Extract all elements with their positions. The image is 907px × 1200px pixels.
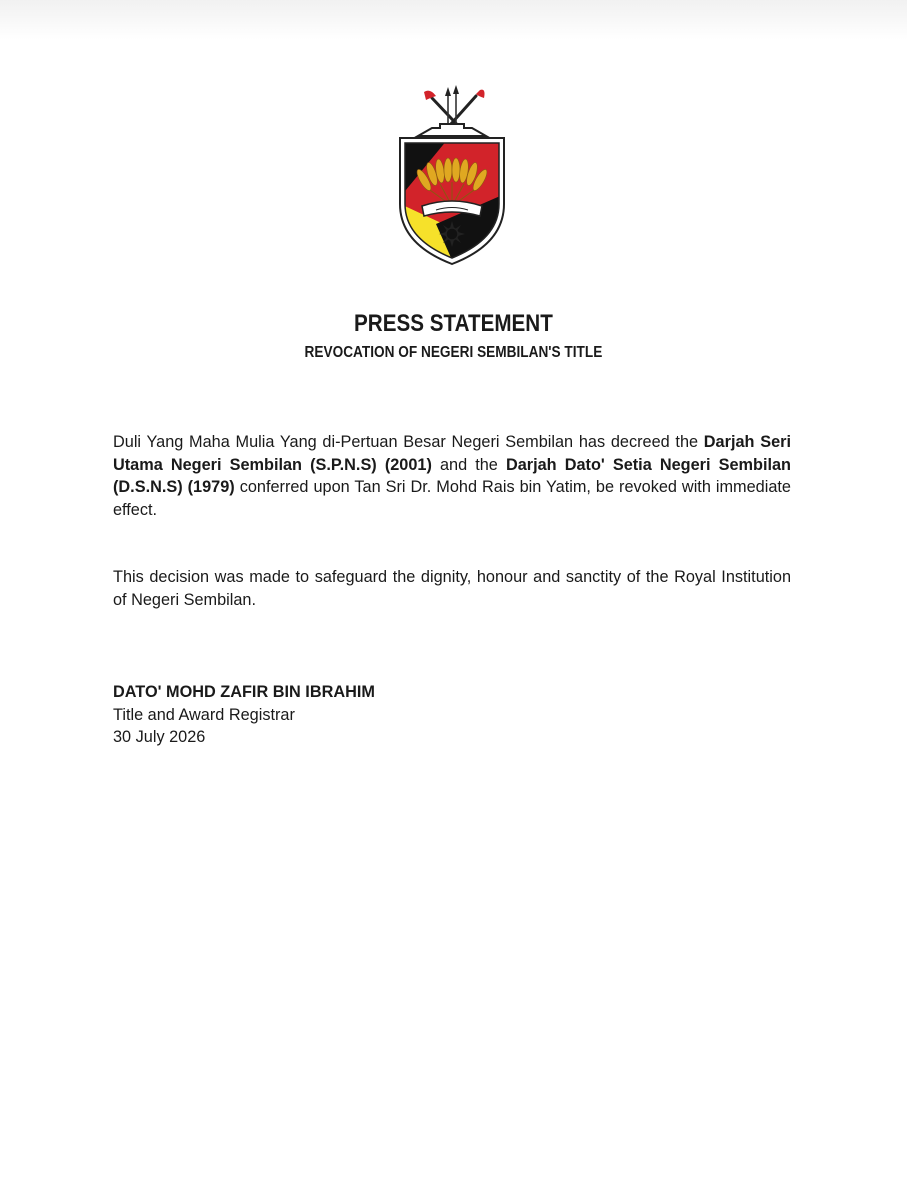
signatory-name: DATO' MOHD ZAFIR BIN IBRAHIM <box>113 683 375 701</box>
reason-paragraph: This decision was made to safeguard the dignity, honour and sanctity of the Royal Institution of Negeri Sembilan. <box>113 568 791 609</box>
award-dsns: Darjah Dato' Setia Negeri Sembilan (D.S.N.S) (1979) <box>113 455 791 496</box>
decree-and: and the <box>431 455 506 474</box>
decree-rest: conferred upon Tan Sri Dr. Mohd Rais bin Yatim, be revoked with immediate effect. <box>113 478 791 519</box>
page-subtitle: REVOCATION OF NEGERI SEMBILAN'S TITLE <box>304 344 603 361</box>
negeri-sembilan-crest-icon <box>396 84 508 266</box>
award-spns: Darjah Seri Utama Negeri Sembilan (S.P.N.S) (2001) <box>113 433 791 474</box>
page-title: PRESS STATEMENT <box>354 310 553 337</box>
signatory-position: Title and Award Registrar <box>113 705 295 724</box>
signature-block <box>113 681 375 749</box>
statement-date: 30 July 2026 <box>113 728 206 746</box>
decree-paragraph <box>113 431 791 521</box>
decree-intro: Duli Yang Maha Mulia Yang di-Pertuan Besar Negeri Sembilan has decreed the <box>113 433 704 451</box>
